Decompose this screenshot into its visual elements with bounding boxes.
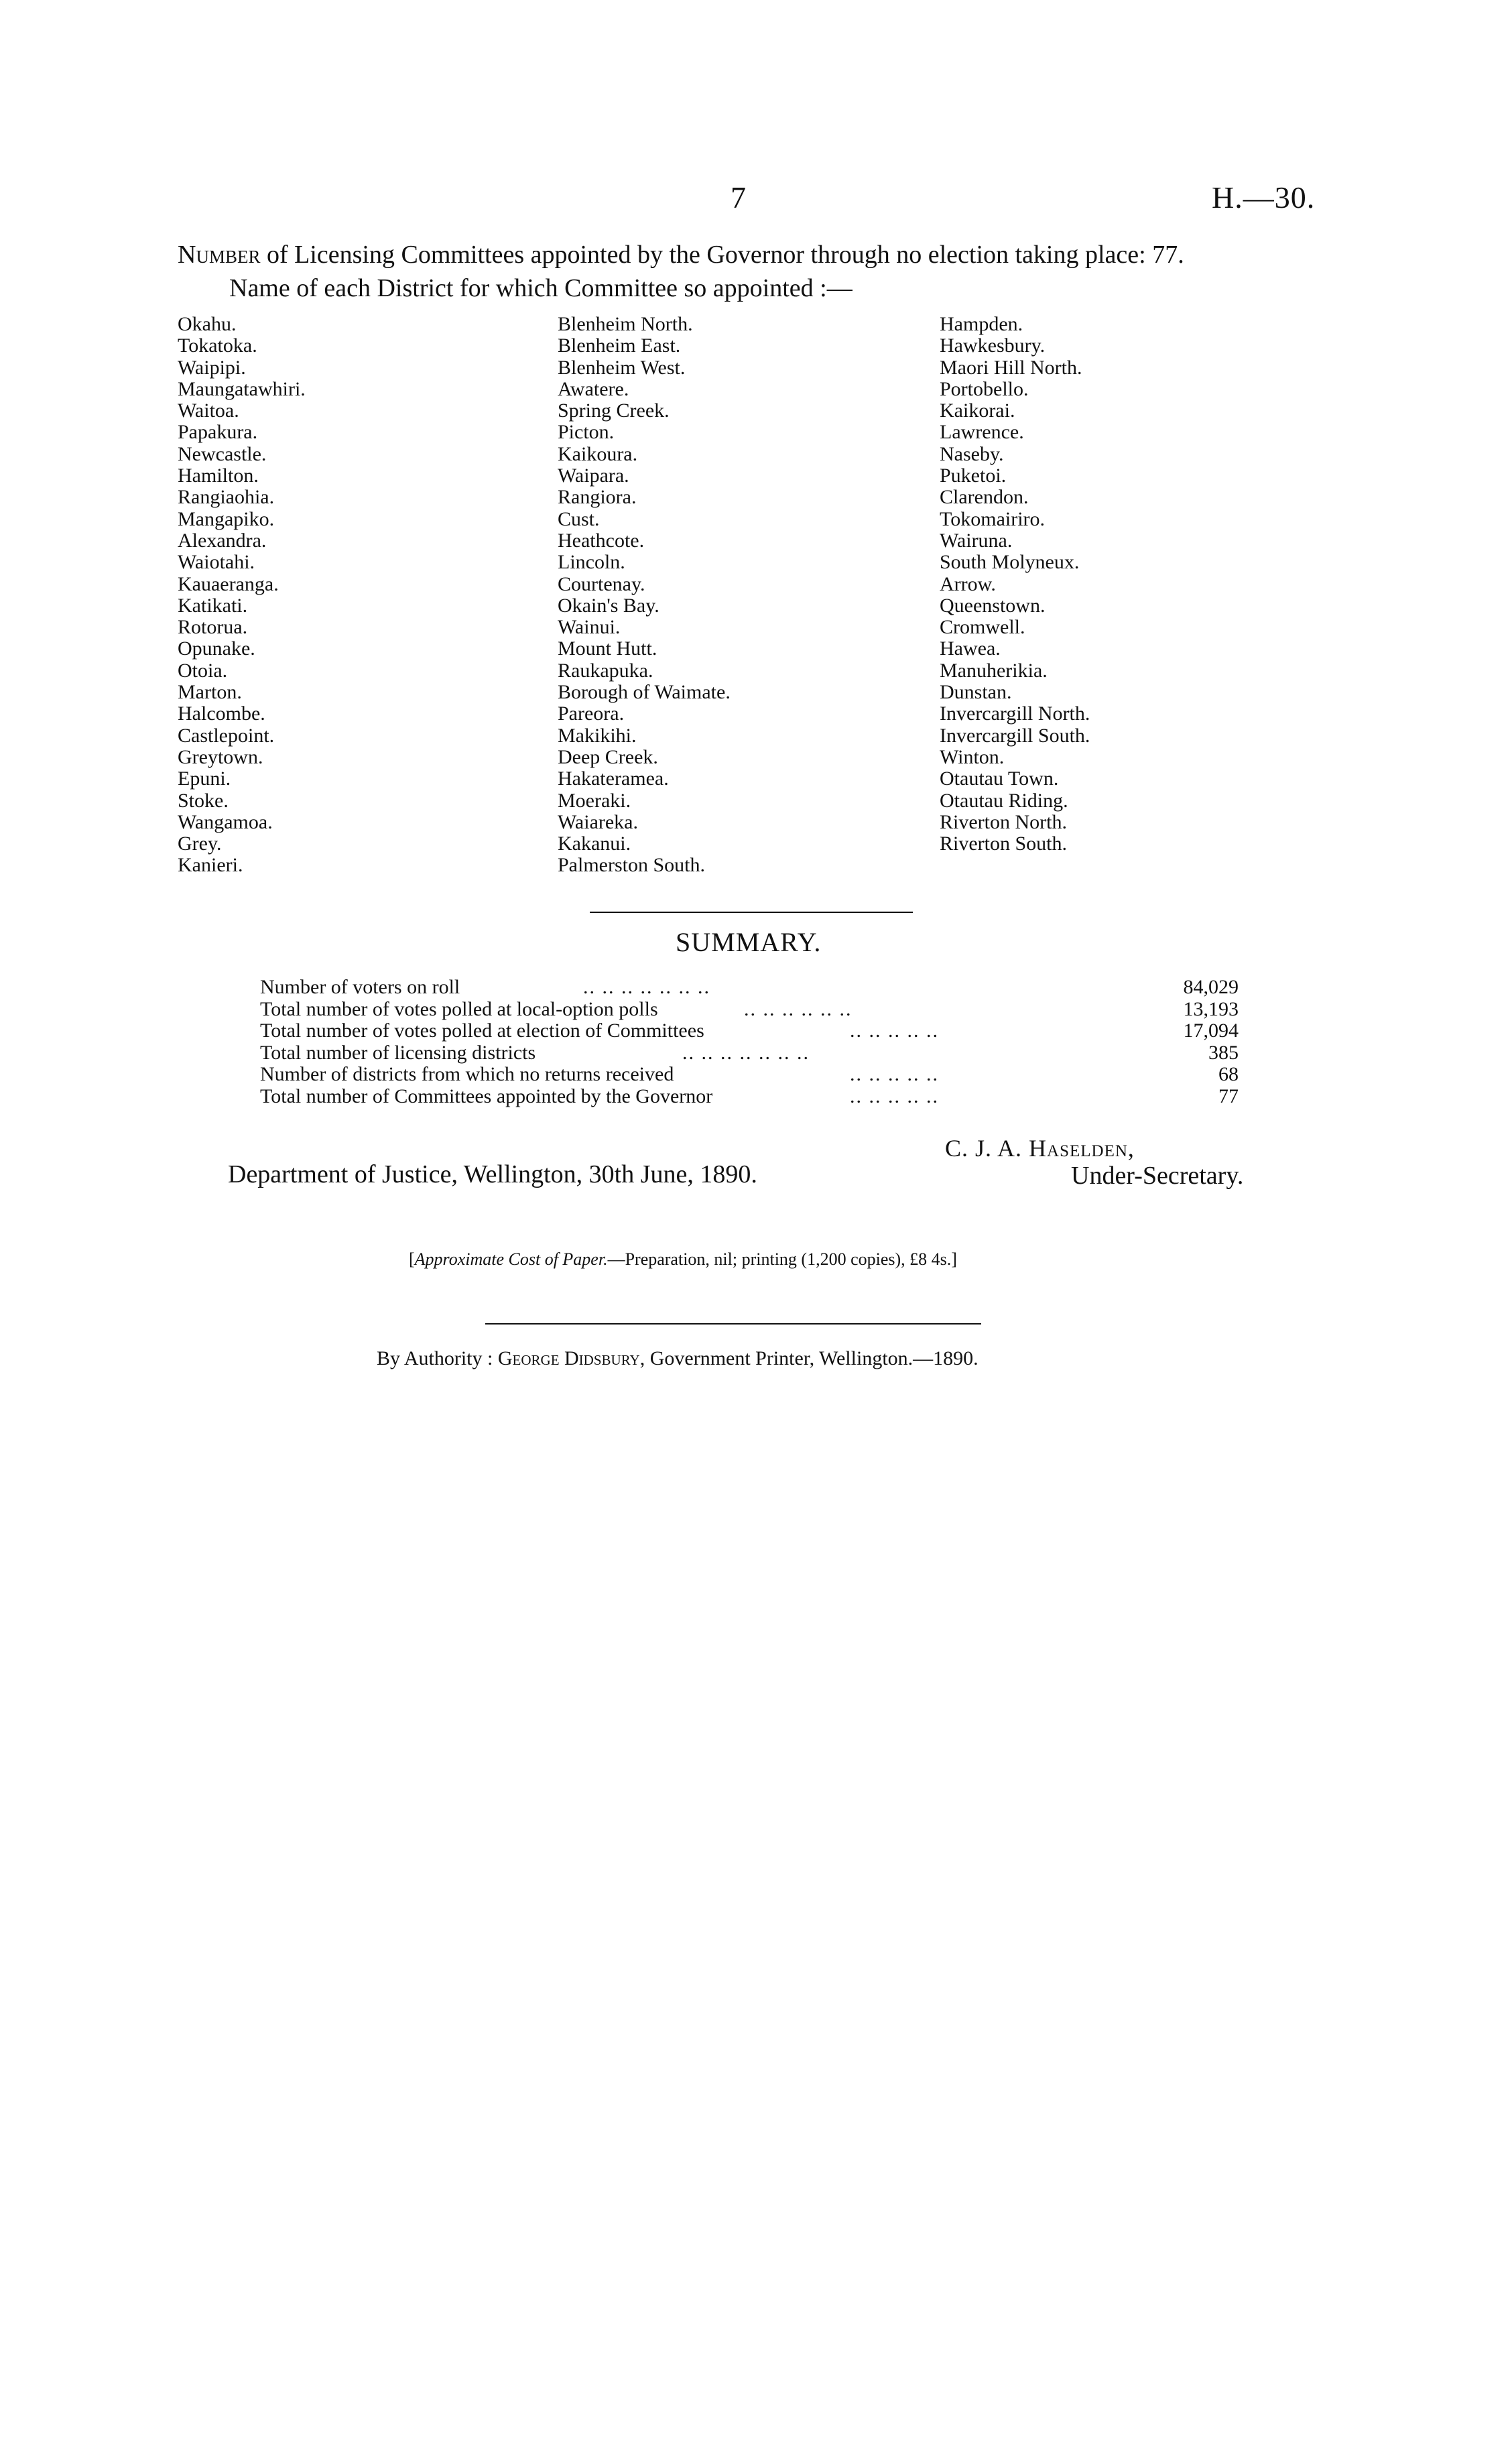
district-name: Waitoa.: [178, 399, 239, 422]
district-name: Borough of Waimate.: [558, 681, 731, 704]
district-name: Rotorua.: [178, 616, 248, 639]
summary-value: 17,094: [1183, 1020, 1239, 1042]
intro-lead-word: Number: [178, 241, 261, 269]
district-name: Awatere.: [558, 377, 629, 400]
district-name: Blenheim East.: [558, 334, 681, 357]
district-name: Halcombe.: [178, 702, 265, 725]
summary-divider: [590, 912, 913, 913]
district-name: Pareora.: [558, 702, 625, 725]
summary-leader-dots: .. .. .. .. .. .. ..: [682, 1041, 810, 1064]
intro-text: of Licensing Committees appointed by the Governor through no election taking place: 77.: [266, 241, 1184, 269]
authority-suffix: Government Printer, Wellington.—1890.: [649, 1347, 979, 1369]
summary-row: [260, 976, 1239, 998]
cost-note-bracket: [: [409, 1249, 415, 1269]
district-name: Kakanui.: [558, 833, 631, 855]
district-name: Clarendon.: [940, 486, 1029, 509]
district-name: Hamilton.: [178, 465, 259, 487]
document-reference: H.—30.: [1212, 180, 1316, 214]
district-name: Marton.: [178, 681, 242, 704]
signatory-initials: C. J. A.: [945, 1135, 1023, 1162]
district-name: Kaikorai.: [940, 399, 1015, 422]
district-name: Naseby.: [940, 442, 1004, 465]
district-name: Queenstown.: [940, 594, 1046, 617]
intro-subline: Name of each District for which Committee so appointed :—: [229, 274, 853, 302]
district-name: Katikati.: [178, 594, 248, 617]
district-name: Waiotahi.: [178, 551, 255, 574]
district-name: Heathcote.: [558, 529, 645, 552]
summary-label: Total number of Committees appointed by the Governor: [260, 1085, 713, 1107]
department-dateline: Department of Justice, Wellington, 30th June, 1890.: [228, 1160, 757, 1188]
district-name: Rangiaohia.: [178, 486, 275, 509]
cost-note-italic: Approximate Cost of Paper.: [414, 1249, 608, 1269]
page-number: 7: [731, 180, 746, 214]
intro-line: [178, 240, 1184, 269]
district-name: Opunake.: [178, 637, 255, 660]
district-name: Invercargill North.: [940, 702, 1090, 725]
district-name: Manuherikia.: [940, 659, 1048, 682]
summary-label: Total number of votes polled at local-option polls: [260, 997, 658, 1020]
signatory-surname: Haselden,: [1029, 1135, 1135, 1162]
district-name: Raukapuka.: [558, 659, 653, 682]
summary-row: [260, 1063, 1239, 1085]
district-name: Stoke.: [178, 789, 229, 812]
district-name: Puketoi.: [940, 465, 1007, 487]
district-column-1: [178, 314, 306, 877]
district-name: Riverton South.: [940, 833, 1068, 855]
summary-label: Total number of licensing districts: [260, 1041, 536, 1064]
district-name: Wangamoa.: [178, 810, 273, 833]
district-name: Maungatawhiri.: [178, 377, 306, 400]
district-name: Hampden.: [940, 313, 1023, 335]
district-name: Palmerston South.: [558, 854, 706, 877]
district-name: Deep Creek.: [558, 745, 658, 768]
district-name: Kauaeranga.: [178, 572, 279, 595]
summary-leader-dots: .. .. .. .. .. ..: [744, 997, 853, 1020]
summary-row: [260, 998, 1239, 1020]
summary-value: 77: [1218, 1085, 1239, 1107]
district-name: Riverton North.: [940, 810, 1067, 833]
district-name: Newcastle.: [178, 442, 267, 465]
printer-name: George Didsbury,: [497, 1347, 645, 1369]
summary-row: [260, 1042, 1239, 1064]
district-name: Otautau Riding.: [940, 789, 1068, 812]
district-name: Hawkesbury.: [940, 334, 1046, 357]
district-name: Blenheim North.: [558, 313, 693, 335]
district-name: Greytown.: [178, 745, 263, 768]
district-name: Waipara.: [558, 465, 629, 487]
summary-leader-dots: .. .. .. .. ..: [850, 1085, 939, 1107]
summary-row: [260, 1020, 1239, 1042]
cost-note: [409, 1249, 957, 1270]
district-name: Mangapiko.: [178, 507, 275, 530]
summary-value: 13,193: [1183, 997, 1239, 1020]
summary-label: Total number of votes polled at election of Committees: [260, 1020, 704, 1042]
summary-label: Number of districts from which no returns received: [260, 1063, 674, 1085]
district-name: Rangiora.: [558, 486, 637, 509]
district-name: Lincoln.: [558, 551, 625, 574]
district-name: South Molyneux.: [940, 551, 1080, 574]
district-name: Blenheim West.: [558, 356, 686, 379]
district-name: Epuni.: [178, 767, 231, 790]
district-name: Mount Hutt.: [558, 637, 657, 660]
district-name: Kanieri.: [178, 854, 243, 877]
district-name: Moeraki.: [558, 789, 631, 812]
district-name: Hakateramea.: [558, 767, 669, 790]
district-name: Otoia.: [178, 659, 228, 682]
district-name: Arrow.: [940, 572, 996, 595]
summary-table: [260, 976, 1239, 1107]
summary-leader-dots: .. .. .. .. ..: [850, 1020, 939, 1042]
district-name: Papakura.: [178, 421, 258, 444]
district-column-3: [940, 314, 1090, 855]
district-name: Makikihi.: [558, 724, 637, 747]
district-name: Courtenay.: [558, 572, 645, 595]
district-name: Kaikoura.: [558, 442, 638, 465]
district-name: Wainui.: [558, 616, 621, 639]
district-name: Wairuna.: [940, 529, 1013, 552]
summary-label: Number of voters on roll: [260, 976, 460, 998]
printer-authority-line: [377, 1347, 979, 1370]
district-name: Tokomairiro.: [940, 507, 1046, 530]
district-name: Tokatoka.: [178, 334, 257, 357]
district-name: Maori Hill North.: [940, 356, 1082, 379]
district-name: Invercargill South.: [940, 724, 1090, 747]
district-name: Portobello.: [940, 377, 1029, 400]
district-name: Okain's Bay.: [558, 594, 659, 617]
district-name: Waiareka.: [558, 810, 638, 833]
district-name: Castlepoint.: [178, 724, 275, 747]
district-name: Alexandra.: [178, 529, 267, 552]
district-name: Waipipi.: [178, 356, 246, 379]
district-name: Okahu.: [178, 313, 237, 335]
district-name: Cromwell.: [940, 616, 1025, 639]
summary-title: SUMMARY.: [676, 927, 822, 957]
district-name: Winton.: [940, 745, 1005, 768]
district-name: Cust.: [558, 507, 600, 530]
authority-prefix: By Authority :: [377, 1347, 493, 1369]
authority-divider: [485, 1323, 981, 1325]
summary-value: 385: [1208, 1041, 1239, 1064]
summary-leader-dots: .. .. .. .. .. .. ..: [583, 976, 710, 998]
summary-value: 68: [1218, 1063, 1239, 1085]
cost-note-text: —Preparation, nil; printing (1,200 copies), £8 4s.]: [607, 1249, 957, 1269]
district-name: Spring Creek.: [558, 399, 670, 422]
district-name: Picton.: [558, 421, 615, 444]
district-name: Grey.: [178, 833, 222, 855]
district-column-2: [558, 314, 731, 877]
district-name: Otautau Town.: [940, 767, 1059, 790]
summary-value: 84,029: [1183, 976, 1239, 998]
signatory-title: Under-Secretary.: [1071, 1162, 1244, 1190]
district-name: Lawrence.: [940, 421, 1024, 444]
summary-leader-dots: .. .. .. .. ..: [850, 1063, 939, 1085]
district-name: Hawea.: [940, 637, 1001, 660]
district-name: Dunstan.: [940, 681, 1012, 704]
signatory-name: [945, 1134, 1135, 1162]
summary-row: [260, 1085, 1239, 1107]
